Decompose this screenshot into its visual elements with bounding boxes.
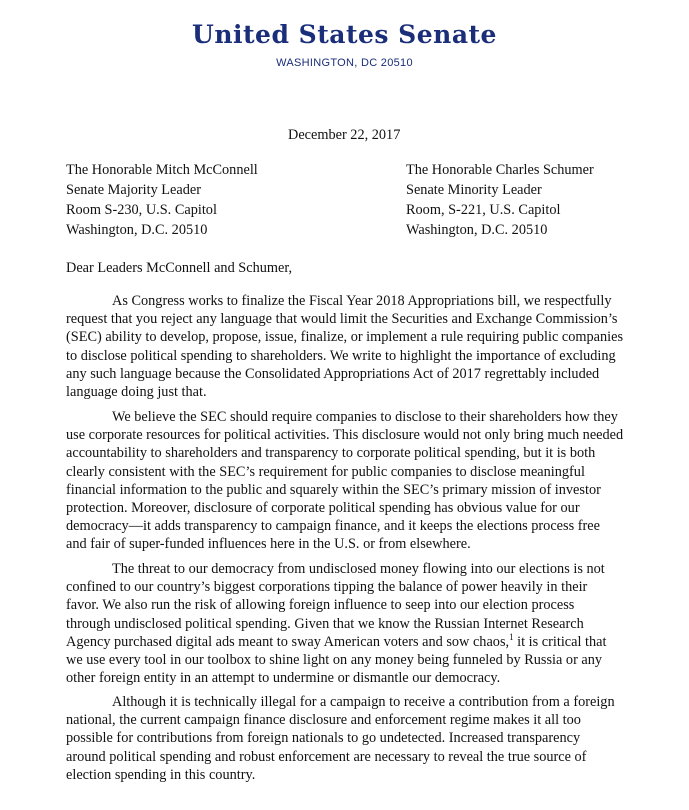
paragraph-line: The threat to our democracy from undisclosed money flowing into our elections is not xyxy=(112,561,605,577)
footnote-marker: 1 xyxy=(509,632,514,643)
recipient-left-name: The Honorable Mitch McConnell xyxy=(66,162,258,178)
paragraph-4 xyxy=(66,693,646,784)
paragraph-line: election spending in this country. xyxy=(66,766,256,783)
paragraph-2 xyxy=(66,408,646,554)
paragraph-line: through undisclosed political spending. Given that we know the Russian Internet Research xyxy=(66,615,584,632)
paragraph-line-text: it is critical that xyxy=(513,633,607,650)
paragraph-line: any such language because the Consolidated Appropriations Act of 2017 regrettably included xyxy=(66,365,600,382)
paragraph-line: democracy—it adds transparency to campaign finance, and it keeps the elections process free xyxy=(66,518,600,535)
paragraph-line: and fair of super-funded influences here in the U.S. or from elsewhere. xyxy=(66,536,471,553)
recipient-left-address xyxy=(66,160,258,240)
paragraph-line: around political spending and robust enforcement are necessary to reveal the true source of xyxy=(66,748,587,765)
paragraph-line: As Congress works to finalize the Fiscal Year 2018 Appropriations bill, we respectfully xyxy=(112,293,612,309)
letterhead-title: United States Senate xyxy=(192,20,497,49)
paragraph-line-text: Agency purchased digital ads meant to sway American voters and sow chaos, xyxy=(66,633,510,650)
paragraph-line: other foreign entity in an attempt to undermine or dismantle our democracy. xyxy=(66,670,501,687)
paragraph-line: request that you reject any language that would limit the Securities and Exchange Commission’s xyxy=(66,311,618,328)
paragraph-line: We believe the SEC should require companies to disclose to their shareholders how they xyxy=(112,409,618,425)
paragraph-line: protection. Moreover, disclosure of corporate political spending has obvious value for our xyxy=(66,500,580,517)
paragraph-line: to disclose political spending to shareholders. We write to highlight the importance of excluding xyxy=(66,347,616,364)
recipient-right-room: Room, S-221, U.S. Capitol xyxy=(406,202,561,218)
paragraph-line: Although it is technically illegal for a campaign to receive a contribution from a foreign xyxy=(112,694,615,710)
paragraph-line: clearly consistent with the SEC’s requirement for public companies to disclose meaningful xyxy=(66,463,585,480)
salutation: Dear Leaders McConnell and Schumer, xyxy=(66,260,293,276)
letterhead-subtitle: WASHINGTON, DC 20510 xyxy=(276,57,413,69)
paragraph-line: (SEC) ability to develop, propose, issue, finalize, or implement a rule requiring public companies xyxy=(66,329,624,346)
paragraph-line-with-footnote xyxy=(66,633,646,651)
paragraph-3 xyxy=(66,560,646,687)
paragraph-line: we use every tool in our toolbox to shine light on any money being funneled by Russia or any xyxy=(66,652,603,669)
recipient-right-name: The Honorable Charles Schumer xyxy=(406,162,594,178)
paragraph-line: use corporate resources for political activities. This disclosure would not only bring much needed xyxy=(66,427,624,444)
recipient-right-address xyxy=(406,160,594,240)
paragraph-line: accountability to shareholders and transparency to corporate political spending, but it is both xyxy=(66,445,596,462)
recipient-left-title: Senate Majority Leader xyxy=(66,182,201,198)
paragraph-1 xyxy=(66,292,646,401)
recipient-left-city: Washington, D.C. 20510 xyxy=(66,222,208,238)
paragraph-line: possible for contributions from foreign nationals to go undetected. Increased transparency xyxy=(66,730,581,747)
paragraph-line: language doing just that. xyxy=(66,384,207,401)
letter-date: December 22, 2017 xyxy=(288,127,401,143)
paragraph-line: confined to our country’s biggest corporations tipping the balance of power heavily in their xyxy=(66,579,588,596)
recipient-right-title: Senate Minority Leader xyxy=(406,182,542,198)
paragraph-line: financial information to the public and squarely within the SEC’s primary mission of investor xyxy=(66,481,601,498)
paragraph-line: favor. We also run the risk of allowing foreign influence to seep into our election process xyxy=(66,597,575,614)
recipient-right-city: Washington, D.C. 20510 xyxy=(406,222,548,238)
paragraph-line: national, the current campaign finance disclosure and enforcement regime makes it all too xyxy=(66,712,581,729)
recipient-left-room: Room S-230, U.S. Capitol xyxy=(66,202,217,218)
